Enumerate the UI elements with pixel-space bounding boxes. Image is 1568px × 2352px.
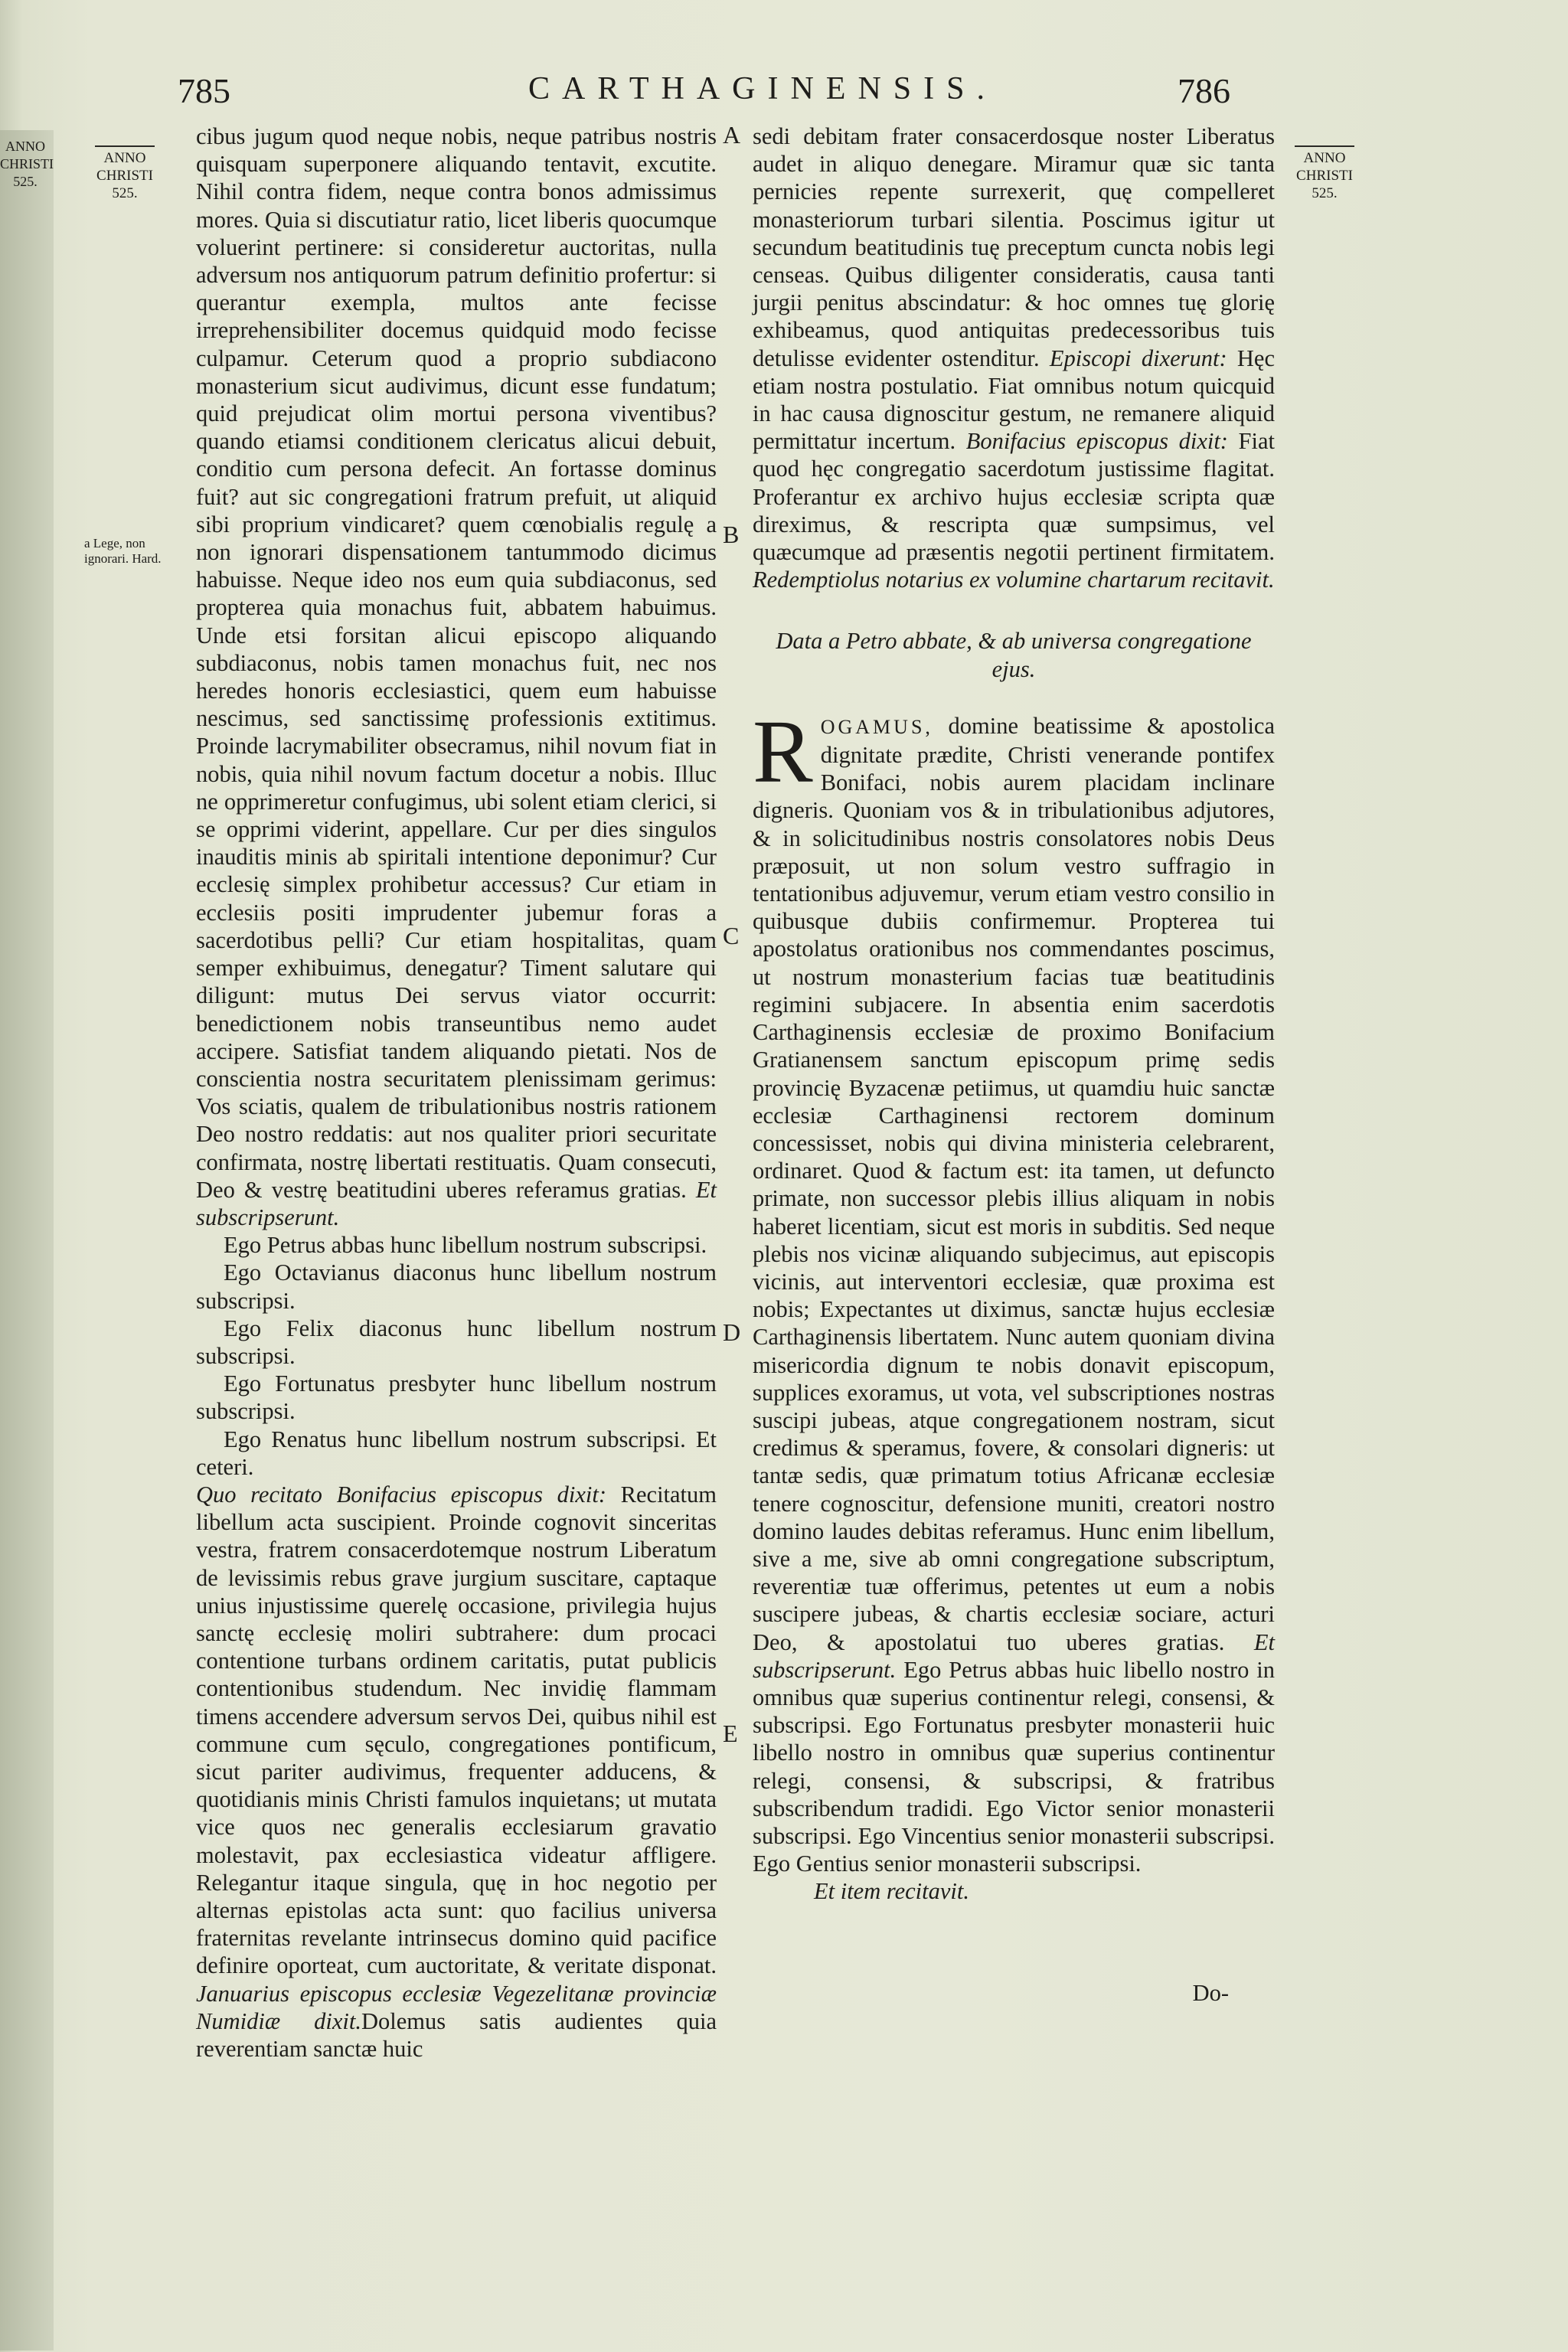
margin-note-lege: a Lege, non ignorari. Hard. bbox=[84, 536, 162, 566]
text: Fiat quod hęc congregatio sacerdotum justissime flagitat. Proferantur ex archivo hujus ecclesiæ scripta quæ direximus, & rescripta quæ sumpsimus, vel quæcumque ad præsentis negotii pertinent firmitatem. bbox=[753, 428, 1275, 566]
section-letter-e: E bbox=[723, 1720, 738, 1747]
section-letter-d: D bbox=[723, 1318, 741, 1346]
drop-cap: R bbox=[753, 701, 813, 802]
italic-text: Et item recitavit. bbox=[814, 1878, 969, 1905]
paragraph bbox=[753, 122, 1275, 593]
text: Dolemus satis audientes quia reverentiam sanctæ huic bbox=[196, 2007, 717, 2063]
signature-line: Ego Octavianus diaconus hunc libellum nostrum subscripsi. bbox=[196, 1259, 717, 1314]
italic-text: Episcopi dixerunt: bbox=[1049, 345, 1227, 371]
italic-text: Et subscripserunt. bbox=[753, 1628, 1275, 1683]
margin-note-anno-right bbox=[1286, 145, 1363, 202]
italic-text: Redemptiolus notarius ex volumine chartarum recitavit. bbox=[753, 567, 1275, 593]
signature-line: Ego Fortunatus presbyter hunc libellum nostrum subscripsi. bbox=[196, 1370, 717, 1425]
page-number-left: 785 bbox=[178, 71, 230, 110]
margin-rule bbox=[1295, 145, 1354, 147]
anno-word: ANNO bbox=[103, 150, 146, 166]
anno-word: ANNO bbox=[1303, 150, 1346, 166]
italic-text: Bonifacius episcopus dixit: bbox=[965, 428, 1228, 455]
margin-note-anno-left bbox=[90, 145, 159, 202]
section-letter-c: C bbox=[723, 922, 740, 949]
text: Recitatum libellum acta suscipient. Proinde cognovit sinceritas vestra, fratrem consacerdotemque nostrum Liberatum de levissimis rebus grave jurgium suscitare, captaque unius injustissime querelę occasione, privilegia hujus sanctę ecclesię moliri subtrahere: dum procaci contentione turbans ordinem caritatis, putat publicis contentionibus studendum. Nec invidię flammam timens accendere adversum servos Dei, quibus nihil est commune cum sęculo, congregationes pontificum, sicut pariter audivimus, frequenter adducens, & quotidianis minis Christi famulos inquietans; ut mutata vice quos nec generalis ecclesiarum gravatio molestavit, pax ecclesiastica videatur affligere. Relegantur itaque singula, quę in hoc negotio per alternas epistolas acta sunt: quo facilius universa fraternitas revelante intrinsecus domino quid pacifice definire oporteat, cum auctoritate, & veritate disponat. bbox=[196, 1481, 717, 1979]
year-number: 525. bbox=[1312, 185, 1338, 201]
italic-text: Quo recitato Bonifacius episcopus dixit: bbox=[196, 1481, 606, 1508]
text: Hęc etiam nostra postulatio. Fiat omnibus notum quicquid in hac causa dignoscitur gestum, ne remanere aliquid permittatur incertum. bbox=[753, 345, 1276, 455]
signature-line: Ego Renatus hunc libellum nostrum subscripsi. Et ceteri. bbox=[196, 1426, 717, 1480]
text: sedi debitam frater consacerdosque noster Liberatus audet in aliquo denegare. Miramur quæ sic tanta pernicies repente surrexerit, quę compelleret monasteriorum turbari silentia. Poscimus igitur ut secundum beatitudinis tuę preceptum cuncta nobis legi censeas. Quibus diligenter consideratis, causa tanti jurgii penitus abscindatur: & hoc omnes tuę glorię exhibeamus, quod antiquitas predecessoribus tuis detulisse evidenter ostenditur. bbox=[753, 123, 1275, 371]
left-text-column bbox=[196, 122, 717, 2063]
christi-word: CHRISTI bbox=[96, 168, 153, 184]
section-letter-a: A bbox=[723, 121, 741, 149]
running-title: CARTHAGINENSIS. bbox=[528, 71, 997, 106]
text: cibus jugum quod neque nobis, neque patribus nostris quisquam superponere aliquando tentavit, excutite. Nihil contra fidem, neque contra bonos admissimus mores. Quia si discutiatur ratio, licet liberis quocumque voluerint pertinere: si consideretur auctoritas, nulla adversum nos antiquorum patrum definitio profertur: si querantur exempla, multos ante fecisse irreprehensibiliter docemus quidquid modo fecisse culpamur. Ceterum quod a proprio subdiacono monasterium sicut audivimus, dicunt esse fundatum; quid prejudicat olim mortui persona viventibus? quando etiamsi conditionem clericatus alicui debuit, conditio cum persona defecit. An fortasse dominus fuit? aut sic congregationi fratrum prefuit, ut aliquid sibi proprium vindicaret? quem cœnobialis regulę a non ignorari dispensationem tantummodo dicimus habuisse. Neque ideo nos eum quia subdiaconus, sed propterea quia monachus fuit, abbatem habuimus. Unde etsi forsitan alicui episcopo aliquando subdiaconus, nobis tamen monachus fuit, nec nos heredes honoris ecclesiastici, quem eum habuisse nescimus, sed sanctissimę professionis extitimus. Proinde lacrymabiliter obsecramus, nihil novum fiat in nobis, quia nihil novum factum docetur a nobis. Illuc ne opprimeretur confugimus, ubi solent etiam clerici, si se opprimi viderint, appellare. Cur per dies singulos inauditis minis ab spiritali intentione deponimur? Cur ecclesię simplex prohibetur accessus? Cur etiam in ecclesiis positi imprudenter jubemur foras a sacerdotibus pelli? Cur etiam hospitalitas, quam semper exhibuimus, denegatur? Timent salutare qui diligunt: mutus Dei servus viator occurrit: benedictionem nobis transeuntibus nemo audet accipere. Satisfiat tandem aliquando pietati. Nos de conscientia nostra securitatem plenissimam gerimus: Vos sciatis, qualem de tribulationibus nostris rationem Deo nostro reddatis: aut nos qualiter priori securitate confirmata, nostrę libertati restituatis. Quam consecuti, Deo & vestrę beatitudini uberes referamus gratias. bbox=[196, 123, 717, 1203]
christi-word: CHRISTI bbox=[1296, 168, 1353, 184]
italic-text: Januarius episcopus ecclesiæ Vegezelitanæ provinciæ Numidiæ dixit. bbox=[196, 1980, 717, 2034]
previous-page-edge bbox=[0, 130, 54, 2350]
section-heading: Data a Petro abbate, & ab universa congregatione ejus. bbox=[776, 628, 1252, 682]
catchword: Do- bbox=[1192, 1979, 1229, 2006]
small-caps-text: OGAMUS, bbox=[820, 715, 933, 738]
italic-text: Et subscripserunt. bbox=[196, 1176, 717, 1230]
paragraph bbox=[196, 122, 717, 1231]
paragraph bbox=[196, 1481, 717, 2063]
year-number: 525. bbox=[112, 185, 138, 201]
page-number-right: 786 bbox=[1178, 71, 1230, 110]
signature-line: Ego Felix diaconus hunc libellum nostrum subscripsi. bbox=[196, 1315, 717, 1369]
margin-rule bbox=[95, 145, 155, 147]
text: Ego Petrus abbas huic libello nostro in omnibus quæ superius continentur relegi, consensi, & subscripsi. Ego Fortunatus presbyter monasterii huic libello nostro in omnibus quæ superius continentur relegi, consensi, & subscripsi, & fratribus subscribendum tradidi. Ego Victor senior monasterii subscripsi. Ego Vincentius senior monasterii subscripsi. Ego Gentius senior monasterii subscripsi. bbox=[753, 1656, 1276, 1877]
signature-line: Ego Petrus abbas hunc libellum nostrum subscripsi. bbox=[224, 1232, 707, 1259]
right-text-column bbox=[753, 122, 1275, 2007]
paragraph bbox=[753, 701, 1276, 1878]
text: domine beatissime & apostolica dignitate prædite, Christi venerande pontifex Bonifaci, nobis aurem placidam inclinare digneris. Quoniam vos & in tribulationibus adjutores, & in solicitudinibus nostris consolatores nobis Deus præposuit, ut non solum vestro suffragio in tentationibus adjuvemur, verum etiam vestro consilio in quibusque dubiis confirmemur. Propterea tui apostolatus orationibus nos commendantes poscimus, ut nostrum monasterium facias tuæ beatitudinis regimini subjacere. In absentia enim sacerdotis Carthaginensis ecclesiæ de proximo Bonifacium Gratianensem sanctum episcopum primę sedis provincię Byzacenæ petiimus, ut quamdiu huic sanctæ ecclesiæ Carthaginensi rectorem dominum concessisset, nobis qui divina ministeria celebrarent, ordinaret. Quod & factum est: ita tamen, ut defuncto primate, non successor plebis illius aliquam in nobis haberet licentiam, sicut est moris in subditis. Sed neque plebis nos vicinæ aliquando subjecimus, aut episcopis vicinis, aut interventori ecclesiæ, quæ proxima est nobis; Expectantes ut diximus, sanctæ hujus ecclesiæ Carthaginensis libertatem. Nunc autem quoniam divina misericordia dignum te nobis donavit episcopum, supplices exoramus, ut vota, vel subscriptiones nostras suscipi jubeas, atque congregationem nostram, sicut credimus & speramus, fovere, & consolari digneris: ut tantæ sedis, quæ primatum totius Africanæ ecclesiæ tenere cognoscitur, defensione muniti, creatori nostro domino laudes debitas referamus. Hunc enim libellum, sive a me, sive ab omni congregatione subscriptum, reverentiæ tuæ offerimus, petentes ut eum a nobis suscipere jubeas, & chartis ecclesiæ sociare, acturi Deo, & apostolatui tuo uberes gratias. bbox=[753, 712, 1276, 1655]
margin-note-previous-page: ANNO CHRISTI 525. bbox=[0, 139, 54, 189]
section-letter-b: B bbox=[723, 521, 740, 548]
